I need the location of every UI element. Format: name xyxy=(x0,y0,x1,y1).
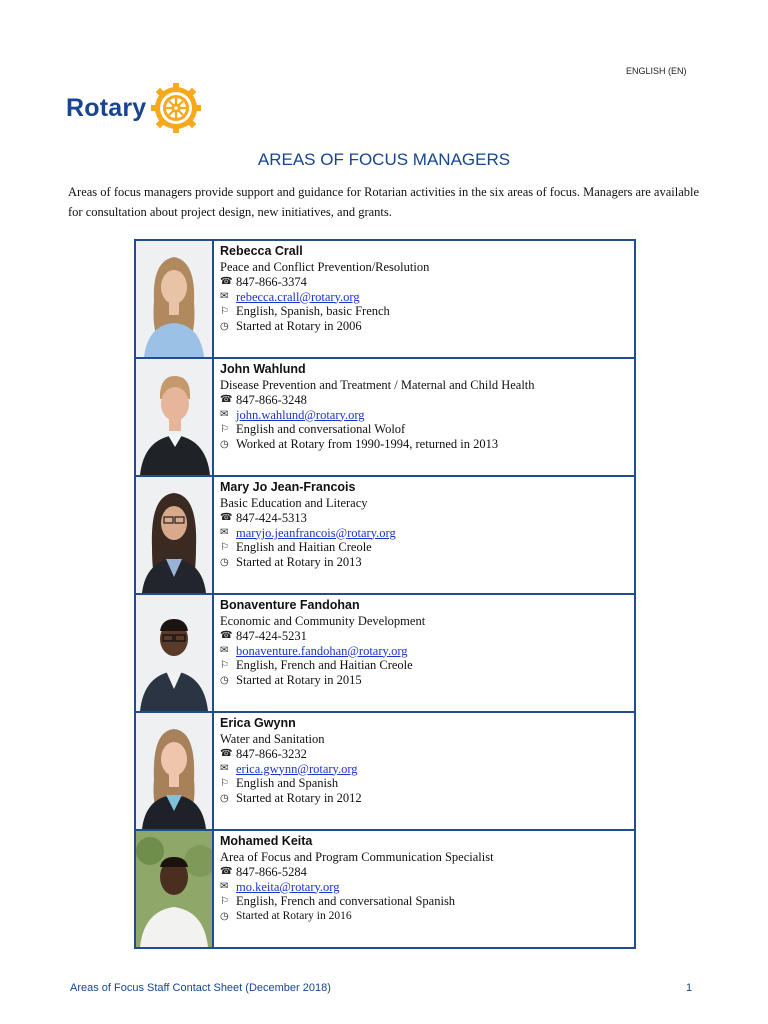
manager-photo xyxy=(136,831,214,947)
manager-name: Mohamed Keita xyxy=(220,834,313,848)
manager-tenure: Started at Rotary in 2016 xyxy=(236,910,352,923)
manager-phone: 847-866-3248 xyxy=(236,392,307,407)
manager-info xyxy=(214,713,368,829)
manager-info xyxy=(214,477,402,593)
envelope-icon: ✉ xyxy=(220,290,229,302)
rotary-logo xyxy=(66,80,202,136)
clock-icon: ◷ xyxy=(220,792,229,804)
manager-tenure: Worked at Rotary from 1990-1994, returned in 2013 xyxy=(236,437,499,452)
intro-paragraph: Areas of focus managers provide support and guidance for Rotarian activities in the six areas of focus. Managers are available for consultation about project design, new initiatives, and grants. xyxy=(68,185,700,219)
clock-icon: ◷ xyxy=(220,556,229,568)
manager-info xyxy=(214,241,435,357)
rotary-wheel-icon xyxy=(150,82,202,134)
manager-info xyxy=(214,359,541,475)
envelope-icon: ✉ xyxy=(220,762,229,774)
manager-email-link[interactable]: bonaventure.fandohan@rotary.org xyxy=(236,643,408,658)
table-row xyxy=(136,593,634,711)
phone-icon: ☎ xyxy=(220,748,233,760)
manager-area: Area of Focus and Program Communication Specialist xyxy=(220,850,494,864)
manager-languages: English, French and conversational Spanish xyxy=(236,894,456,909)
table-row xyxy=(136,241,634,357)
phone-icon: ☎ xyxy=(220,394,233,406)
manager-info xyxy=(214,595,431,711)
manager-phone: 847-866-3374 xyxy=(236,274,307,289)
page-title: AREAS OF FOCUS MANAGERS xyxy=(257,150,511,169)
manager-name: Rebecca Crall xyxy=(220,244,303,258)
manager-phone: 847-424-5313 xyxy=(236,510,307,525)
clock-icon: ◷ xyxy=(220,674,229,686)
manager-area: Economic and Community Development xyxy=(220,614,426,628)
manager-area: Peace and Conflict Prevention/Resolution xyxy=(220,260,430,274)
table-row xyxy=(136,711,634,829)
phone-icon: ☎ xyxy=(220,512,233,524)
manager-tenure: Started at Rotary in 2006 xyxy=(236,319,362,334)
flag-icon: ⚐ xyxy=(220,305,229,317)
clock-icon: ◷ xyxy=(220,438,229,450)
flag-icon: ⚐ xyxy=(220,541,229,553)
flag-icon: ⚐ xyxy=(220,659,229,671)
manager-photo xyxy=(136,241,214,357)
manager-phone: 847-424-5231 xyxy=(236,628,307,643)
manager-languages: English and conversational Wolof xyxy=(236,422,406,437)
clock-icon: ◷ xyxy=(220,910,229,922)
table-row xyxy=(136,357,634,475)
envelope-icon: ✉ xyxy=(220,644,229,656)
phone-icon: ☎ xyxy=(220,276,233,288)
manager-area: Water and Sanitation xyxy=(220,732,325,746)
manager-email-link[interactable]: maryjo.jeanfrancois@rotary.org xyxy=(236,525,396,540)
manager-info xyxy=(214,831,500,947)
flag-icon: ⚐ xyxy=(220,895,229,907)
logo-wordmark: Rotary xyxy=(66,93,147,122)
manager-photo xyxy=(136,477,214,593)
manager-email-link[interactable]: erica.gwynn@rotary.org xyxy=(236,761,358,776)
manager-name: John Wahlund xyxy=(220,362,306,376)
manager-languages: English, Spanish, basic French xyxy=(236,304,390,319)
language-label: ENGLISH (EN) xyxy=(626,66,687,76)
manager-photo xyxy=(136,359,214,475)
manager-email-link[interactable]: rebecca.crall@rotary.org xyxy=(236,289,360,304)
table-row xyxy=(136,475,634,593)
manager-phone: 847-866-3232 xyxy=(236,746,307,761)
manager-area: Disease Prevention and Treatment / Maternal and Child Health xyxy=(220,378,535,392)
managers-table xyxy=(134,239,636,949)
manager-languages: English and Haitian Creole xyxy=(236,540,372,555)
manager-email-link[interactable]: john.wahlund@rotary.org xyxy=(236,407,365,422)
manager-name: Bonaventure Fandohan xyxy=(220,598,360,612)
manager-languages: English, French and Haitian Creole xyxy=(236,658,413,673)
page-number: 1 xyxy=(686,982,693,994)
table-row xyxy=(136,829,634,947)
manager-email-link[interactable]: mo.keita@rotary.org xyxy=(236,879,340,894)
manager-name: Mary Jo Jean-Francois xyxy=(220,480,356,494)
flag-icon: ⚐ xyxy=(220,423,229,435)
manager-phone: 847-866-5284 xyxy=(236,864,307,879)
envelope-icon: ✉ xyxy=(220,408,229,420)
footer-title: Areas of Focus Staff Contact Sheet (December 2018) xyxy=(70,982,331,994)
envelope-icon: ✉ xyxy=(220,880,229,892)
manager-photo xyxy=(136,713,214,829)
manager-photo xyxy=(136,595,214,711)
manager-languages: English and Spanish xyxy=(236,776,339,791)
manager-tenure: Started at Rotary in 2013 xyxy=(236,555,362,570)
phone-icon: ☎ xyxy=(220,630,233,642)
clock-icon: ◷ xyxy=(220,320,229,332)
manager-tenure: Started at Rotary in 2015 xyxy=(236,673,362,688)
manager-name: Erica Gwynn xyxy=(220,716,296,730)
phone-icon: ☎ xyxy=(220,866,233,878)
manager-area: Basic Education and Literacy xyxy=(220,496,368,510)
flag-icon: ⚐ xyxy=(220,777,229,789)
envelope-icon: ✉ xyxy=(220,526,229,538)
manager-tenure: Started at Rotary in 2012 xyxy=(236,791,362,806)
